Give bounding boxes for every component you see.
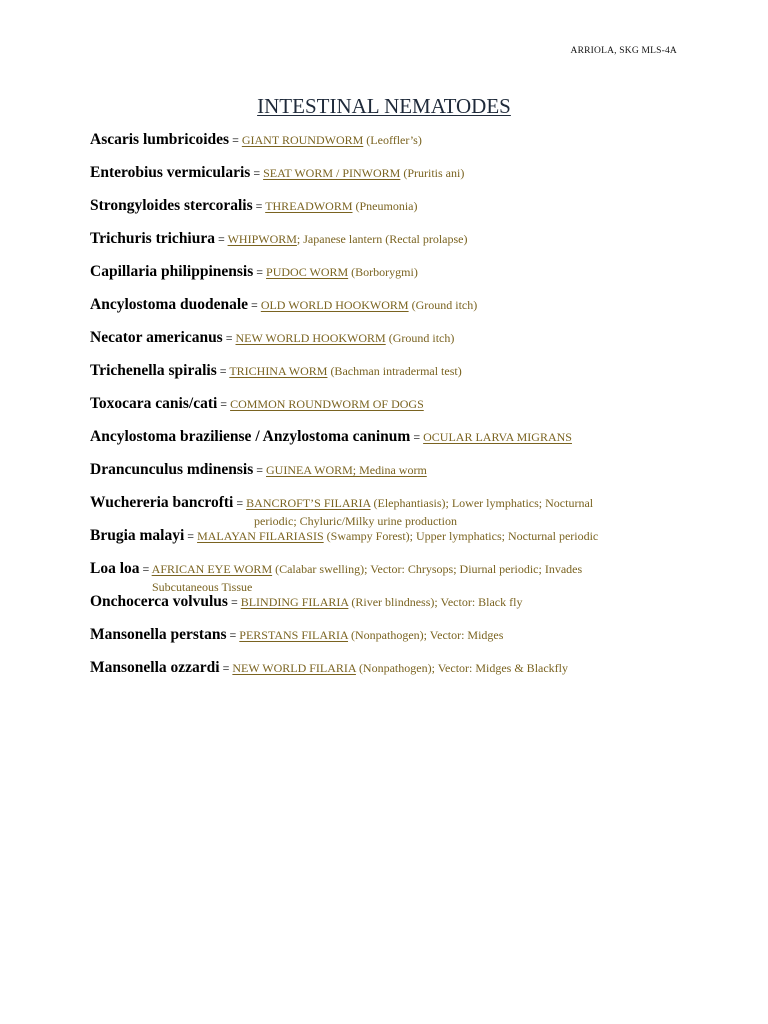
equals-sign: = — [220, 397, 228, 411]
species-name: Trichenella spiralis — [90, 362, 217, 379]
author-header: ARRIOLA, SKG MLS-4A — [570, 46, 677, 56]
common-name: OLD WORLD HOOKWORM — [260, 298, 409, 312]
list-item — [90, 461, 690, 479]
list-item — [90, 626, 690, 644]
species-name: Capillaria philippinensis — [90, 263, 254, 280]
equals-sign: = — [251, 298, 258, 312]
equals-sign: = — [219, 364, 227, 378]
species-note: ; Japanese lantern (Rectal prolapse) — [296, 232, 468, 246]
equals-sign: = — [413, 430, 421, 444]
equals-sign: = — [225, 331, 233, 345]
common-name: TRICHINA WORM — [229, 364, 328, 378]
species-note: (Nonpathogen); Vector: Midges — [348, 628, 504, 642]
species-name: Enterobius vermicularis — [90, 164, 251, 181]
equals-sign: = — [218, 232, 225, 246]
common-name: THREADWORM — [265, 199, 353, 213]
species-note: (River blindness); Vector: Black fly — [348, 595, 523, 609]
page-title: INTESTINAL NEMATODES — [257, 94, 511, 118]
list-item — [90, 362, 690, 380]
continuation-line: Subcutaneous Tissue — [152, 580, 253, 594]
nematode-list — [90, 131, 690, 676]
species-note: (Leoffler’s) — [363, 133, 422, 147]
equals-sign: = — [142, 562, 150, 576]
common-name: WHIPWORM — [227, 232, 297, 246]
species-name: Ancylostoma duodenale — [90, 296, 249, 313]
equals-sign: = — [253, 166, 261, 180]
species-note: (Elephantiasis); Lower lymphatics; Nocturnal — [370, 496, 594, 510]
species-name: Loa loa — [90, 560, 140, 577]
species-note: (Ground itch) — [408, 298, 478, 312]
continuation-line: periodic; Chyluric/Milky urine production — [254, 514, 457, 528]
common-name: GUINEA WORM; Medina worm — [266, 463, 427, 477]
equals-sign: = — [187, 529, 195, 543]
common-name: COMMON ROUNDWORM OF DOGS — [230, 397, 424, 411]
common-name: MALAYAN FILARIASIS — [197, 529, 324, 543]
list-item — [90, 263, 690, 281]
species-note: (Borborygmi) — [348, 265, 418, 279]
species-note: (Pruritis ani) — [400, 166, 465, 180]
species-name: Drancunculus mdinensis — [90, 461, 254, 478]
list-item — [90, 428, 690, 446]
list-item — [90, 131, 690, 149]
species-name: Ascaris lumbricoides — [90, 131, 230, 148]
species-note: (Ground itch) — [385, 331, 455, 345]
common-name: PUDOC WORM — [266, 265, 349, 279]
species-note: (Nonpathogen); Vector: Midges & Blackfly — [355, 661, 569, 675]
common-name: NEW WORLD FILARIA — [232, 661, 356, 675]
list-item — [90, 659, 690, 677]
common-name: PERSTANS FILARIA — [239, 628, 349, 642]
species-name: Brugia malayi — [90, 527, 185, 544]
equals-sign: = — [256, 265, 264, 279]
species-name: Trichuris trichiura — [90, 230, 215, 247]
species-name: Toxocara canis/cati — [90, 395, 218, 412]
list-item — [90, 395, 690, 413]
list-item — [90, 329, 690, 347]
species-note: (Bachman intradermal test) — [327, 364, 462, 378]
species-note: (Swampy Forest); Upper lymphatics; Nocturnal periodic — [323, 529, 599, 543]
species-name: Strongyloides stercoralis — [90, 197, 253, 214]
species-name: Necator americanus — [90, 329, 223, 346]
equals-sign: = — [230, 595, 238, 609]
list-item — [90, 560, 690, 596]
equals-sign: = — [232, 133, 239, 147]
list-item — [90, 230, 690, 248]
common-name: OCULAR LARVA MIGRANS — [423, 430, 572, 444]
species-note: (Calabar swelling); Vector: Chrysops; Diurnal periodic; Invades — [272, 562, 583, 576]
list-item — [90, 593, 690, 611]
common-name: BLINDING FILARIA — [240, 595, 349, 609]
common-name: NEW WORLD HOOKWORM — [235, 331, 386, 345]
species-name: Ancylostoma braziliense / Anzylostoma caninum — [90, 428, 411, 445]
list-item — [90, 197, 690, 215]
species-name: Mansonella ozzardi — [90, 659, 220, 676]
species-name: Wuchereria bancrofti — [90, 494, 234, 511]
equals-sign: = — [256, 463, 264, 477]
species-note: (Pneumonia) — [352, 199, 418, 213]
equals-sign: = — [255, 199, 263, 213]
list-item — [90, 296, 690, 314]
equals-sign: = — [236, 496, 244, 510]
common-name: BANCROFT’S FILARIA — [246, 496, 371, 510]
equals-sign: = — [229, 628, 237, 642]
list-item — [90, 527, 690, 545]
species-name: Mansonella perstans — [90, 626, 227, 643]
list-item — [90, 494, 690, 530]
common-name: GIANT ROUNDWORM — [241, 133, 364, 147]
list-item — [90, 164, 690, 182]
equals-sign: = — [222, 661, 230, 675]
common-name: AFRICAN EYE WORM — [151, 562, 273, 576]
species-name: Onchocerca volvulus — [90, 593, 228, 610]
common-name: SEAT WORM / PINWORM — [263, 166, 401, 180]
